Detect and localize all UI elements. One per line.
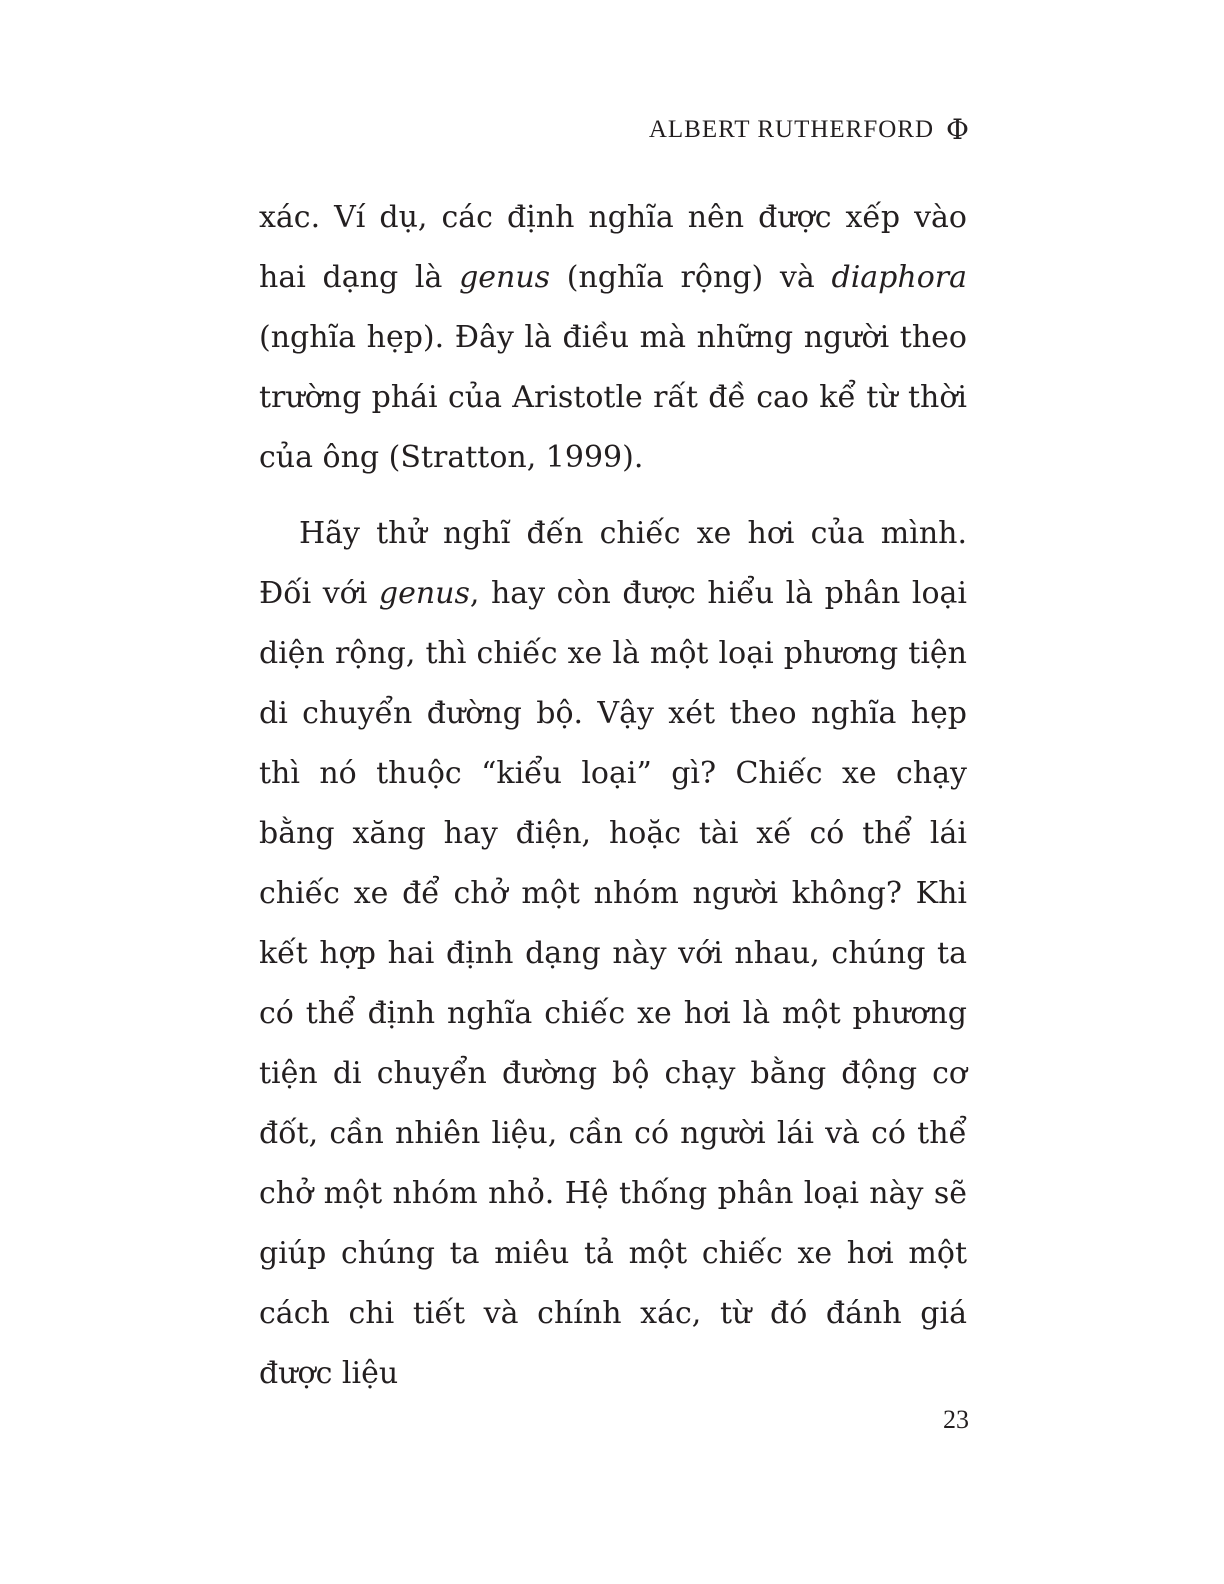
paragraph-2 bbox=[259, 504, 967, 1404]
term-diaphora: diaphora bbox=[831, 260, 967, 295]
paragraph-1-text: xác. Ví dụ, các định nghĩa nên được xếp vào hai dạng là bbox=[259, 200, 967, 295]
body-text bbox=[259, 188, 967, 1404]
running-header bbox=[649, 110, 969, 150]
page-number: 23 bbox=[943, 1405, 969, 1434]
paragraph-2-text: Hãy thử nghĩ đến chiếc xe hơi của mình. Đối với bbox=[259, 516, 967, 611]
term-genus: genus bbox=[459, 260, 551, 295]
paragraph-2-text: , hay còn được hiểu là phân loại diện rộng, thì chiếc xe là một loại phương tiện di chuyển đường bộ. Vậy xét theo nghĩa hẹp thì nó thuộc “kiểu loại” gì? Chiếc xe chạy bằng xăng hay điện, hoặc tài xế có thể lái chiếc xe để chở một nhóm người không? Khi kết hợp hai định dạng này với nhau, chúng ta có thể định nghĩa chiếc xe hơi là một phương tiện di chuyển đường bộ chạy bằng động cơ đốt, cần nhiên liệu, cần có người lái và có thể chở một nhóm nhỏ. Hệ thống phân loại này sẽ giúp chúng ta miêu tả một chiếc xe hơi một cách chi tiết và chính xác, từ đó đánh giá được liệu bbox=[259, 576, 968, 1391]
term-genus: genus bbox=[378, 576, 470, 611]
paragraph-1-text: (nghĩa rộng) và bbox=[550, 260, 832, 295]
paragraph-1-text: (nghĩa hẹp). Đây là điều mà những người theo trường phái của Aristotle rất đề cao kể từ thời của ông (Stratton, 1999). bbox=[259, 320, 967, 475]
paragraph-1 bbox=[259, 188, 967, 488]
running-header-author: ALBERT RUTHERFORD bbox=[648, 116, 935, 143]
publisher-symbol-icon: Φ bbox=[946, 113, 969, 146]
